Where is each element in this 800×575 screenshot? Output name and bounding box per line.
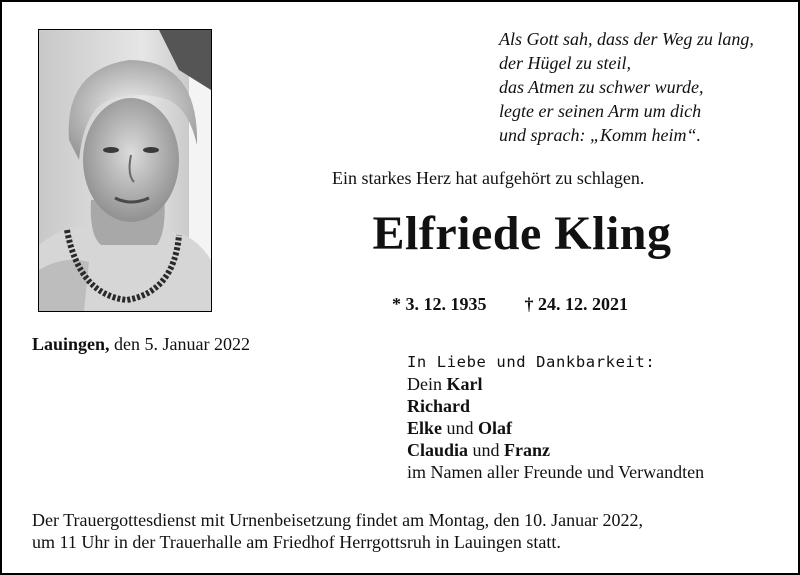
poem-line: Als Gott sah, dass der Weg zu lang,: [499, 29, 754, 49]
family-word: und: [446, 418, 474, 438]
family-member: Franz: [504, 440, 551, 460]
place-date-text: den 5. Januar 2022: [114, 334, 250, 354]
poem-line: das Atmen zu schwer wurde,: [499, 77, 704, 97]
family-closing: im Namen aller Freunde und Verwandten: [407, 462, 705, 482]
family-member: Karl: [446, 374, 483, 394]
service-line: um 11 Uhr in der Trauerhalle am Friedhof Herrgottsruh in Lauingen statt.: [32, 532, 561, 552]
family-word: und: [472, 440, 500, 460]
family-member: Claudia: [407, 440, 469, 460]
family-intro: In Liebe und Dankbarkeit:: [407, 353, 656, 371]
family-member: Olaf: [478, 418, 513, 438]
family-line: [407, 417, 704, 439]
poem-line: und sprach: „Komm heim“.: [499, 125, 702, 145]
life-dates: [392, 294, 628, 315]
poem-line: legte er seinen Arm um dich: [499, 101, 702, 121]
portrait-photo: [38, 29, 212, 312]
service-info: [32, 509, 643, 553]
birth-date: * 3. 12. 1935: [392, 294, 487, 314]
family-line: [407, 439, 704, 461]
place-town: Lauingen,: [32, 334, 110, 354]
family-member: Elke: [407, 418, 443, 438]
heart-line: Ein starkes Herz hat aufgehört zu schlagen.: [332, 168, 645, 188]
place-date: [32, 334, 250, 355]
poem-line: der Hügel zu steil,: [499, 53, 631, 73]
service-line: Der Trauergottesdienst mit Urnenbeisetzung findet am Montag, den 10. Januar 2022,: [32, 510, 644, 530]
family-word: Dein: [407, 374, 442, 394]
family-line: [407, 373, 704, 395]
family-signature: [407, 351, 704, 483]
death-date: † 24. 12. 2021: [524, 294, 628, 314]
deceased-name: Elfriede Kling: [372, 207, 672, 260]
poem: [499, 27, 754, 147]
family-member: Richard: [407, 396, 470, 416]
family-line: [407, 395, 704, 417]
